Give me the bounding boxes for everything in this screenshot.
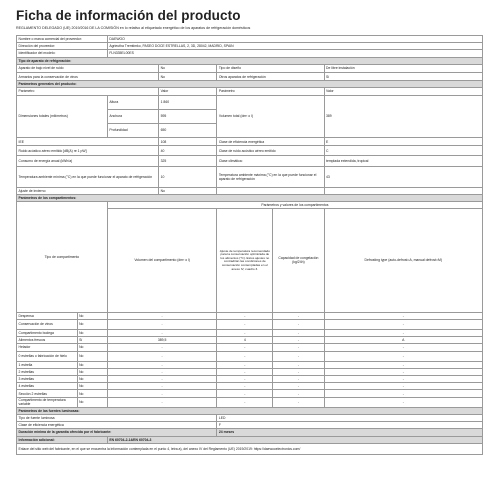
compartment-defrost: -: [324, 319, 482, 329]
compartment-present: No: [77, 397, 107, 407]
compartment-name: Alimentos frescos: [17, 337, 78, 344]
compartment-row: [17, 319, 483, 329]
compartment-name: 0 estrellas o fabricación de hielo: [17, 351, 78, 361]
param-label: Otros aparatos de refrigeración: [217, 72, 324, 80]
compartment-name: Conservación de vinos: [17, 319, 78, 329]
param-label: IEE: [17, 138, 159, 146]
compartment-temp: -: [217, 383, 273, 390]
compartment-temp: -: [217, 344, 273, 351]
column-header: Volumen del compartimento (dm³ o l): [107, 209, 217, 312]
param-label: Ajuste de invierno: [17, 187, 159, 194]
compartment-capacity: -: [273, 397, 324, 407]
param-value: De libre instalación: [324, 64, 482, 72]
compartment-present: No: [77, 351, 107, 361]
param-label: Consumo de energía anual (kWh/a): [17, 156, 159, 166]
compartment-defrost: -: [324, 361, 482, 368]
column-header: Defrosting type (auto-defrost=A, manual defrost=M): [324, 209, 482, 312]
section-header: [17, 57, 483, 64]
guarantee-label: Duración mínima de la garantía ofrecida por el fabricante:: [17, 429, 217, 436]
compartment-defrost: -: [324, 390, 482, 397]
compartment-temp: -: [217, 312, 273, 319]
compartment-name: 4 estrellas: [17, 383, 78, 390]
compartment-capacity: -: [273, 344, 324, 351]
compartment-defrost: A: [324, 337, 482, 344]
param-value: LED: [217, 415, 483, 422]
compartment-temp: -: [217, 361, 273, 368]
compartment-present: No: [77, 376, 107, 383]
param-label: Clase de eficiencia energética: [217, 138, 324, 146]
compartment-volume: -: [107, 390, 217, 397]
dimension-value: 650: [159, 123, 217, 137]
compartment-row: [17, 312, 483, 319]
compartment-volume: -: [107, 383, 217, 390]
compartment-present: Sí: [77, 337, 107, 344]
compartment-name: Despensa: [17, 312, 78, 319]
param-value: Sí: [324, 72, 482, 80]
info-value: Agrieutha Tremtimko, PASEO DOCE ESTRELLAS, 2, 3D, 28042, MADRID, SPAIN: [107, 43, 482, 50]
param-value: E: [324, 138, 482, 146]
compartment-temp: -: [217, 351, 273, 361]
guarantee-value: 24 meses: [217, 429, 483, 436]
compartment-name: 3 estrellas: [17, 376, 78, 383]
param-value: 108: [159, 138, 217, 146]
table-row: [17, 187, 483, 194]
regulation-intro: REGLAMENTO DELEGADO (UE) 2019/2016 DE LA COMISIÓN en lo relativo al etiquetado energético de los aparatos de refrigeración domésticos: [16, 26, 251, 30]
compartment-row: [17, 337, 483, 344]
compartment-volume: -: [107, 368, 217, 375]
compartment-row: [17, 368, 483, 375]
dimension-sub-label: Altura: [107, 95, 158, 109]
compartment-volume: -: [107, 344, 217, 351]
column-header: Valor: [324, 88, 482, 95]
compartment-temp: -: [217, 319, 273, 329]
param-label: Clase de ruido acústico aéreo emitido: [217, 146, 324, 156]
table-row: [17, 72, 483, 80]
compartment-row: [17, 390, 483, 397]
column-header: Parámetros y valores de los compartimentos: [107, 202, 482, 209]
info-label: Nombre o marca comercial del proveedor:: [17, 36, 108, 43]
additional-label: Información adicional:: [17, 436, 108, 443]
compartment-row: [17, 383, 483, 390]
compartment-row: [17, 376, 483, 383]
column-header: Valor: [159, 88, 217, 95]
compartment-present: No: [77, 368, 107, 375]
table-row: [17, 146, 483, 156]
param-value: templada extendida, tropical: [324, 156, 482, 166]
compartment-temp: -: [217, 376, 273, 383]
compartment-volume: -: [107, 319, 217, 329]
compartment-present: No: [77, 361, 107, 368]
compartment-name: 2 estrellas: [17, 368, 78, 375]
dimension-sub-label: Profundidad: [107, 123, 158, 137]
compartment-temp: -: [217, 397, 273, 407]
dimension-sub-label: Anchura: [107, 109, 158, 123]
compartment-capacity: -: [273, 368, 324, 375]
compartment-name: Sección 2 estrellas: [17, 390, 78, 397]
total-volume-label: Volumen total (dm³ o l): [217, 95, 324, 138]
param-value: No: [159, 187, 217, 194]
compartment-volume: -: [107, 361, 217, 368]
compartment-row: [17, 397, 483, 407]
compartment-present: No: [77, 319, 107, 329]
param-value: 325: [159, 156, 217, 166]
info-sheet-table: [16, 35, 483, 455]
info-row: [17, 50, 483, 57]
param-label: Temperatura ambiente mínima (°C) en la que puede funcionar el aparato de refrigeración: [17, 166, 159, 187]
compartment-capacity: -: [273, 390, 324, 397]
param-label: Clase climática:: [217, 156, 324, 166]
compartment-volume: -: [107, 376, 217, 383]
compartment-volume: -: [107, 351, 217, 361]
table-row: [17, 443, 483, 454]
compartment-name: Compartimento de temperatura variable: [17, 397, 78, 407]
param-label: Ruido acústico aéreo emitido [dB(A) re 1 pW]: [17, 146, 159, 156]
compartment-present: No: [77, 312, 107, 319]
param-label: Temperatura ambiente máxima (°C) en la que puede funcionar el aparato de refrigeración: [217, 166, 324, 187]
table-row: [17, 436, 483, 443]
compartment-row: [17, 329, 483, 336]
manufacturer-link-note: Enlace del sitio web del fabricante, en el que se encuentra la información contemplada en el punto 4, letra a), del anexo IV del Reglamento (UE) 2019/2019: https://daewooelectronics.com/: [17, 443, 483, 454]
compartment-temp: -: [217, 329, 273, 336]
compartment-volume: -: [107, 312, 217, 319]
section-title: Parámetros de las fuentes luminosas:: [17, 407, 483, 414]
compartment-present: No: [77, 383, 107, 390]
section-title: Parámetros generales del producto:: [17, 81, 483, 88]
param-value: C: [324, 146, 482, 156]
compartment-defrost: -: [324, 368, 482, 375]
table-row: [17, 166, 483, 187]
compartment-present: No: [77, 329, 107, 336]
compartment-defrost: -: [324, 344, 482, 351]
compartment-temp: -: [217, 368, 273, 375]
param-value: 40: [159, 146, 217, 156]
compartment-row: [17, 344, 483, 351]
info-label: Dirección del proveedor:: [17, 43, 108, 50]
info-value: FLN335EL00ES: [107, 50, 482, 57]
compartment-present: No: [77, 390, 107, 397]
compartment-defrost: -: [324, 351, 482, 361]
compartment-capacity: -: [273, 383, 324, 390]
compartment-temp: -: [217, 390, 273, 397]
compartment-capacity: -: [273, 312, 324, 319]
compartment-name: Helador: [17, 344, 78, 351]
compartment-row: [17, 361, 483, 368]
compartment-capacity: -: [273, 329, 324, 336]
compartment-volume: 389,5: [107, 337, 217, 344]
param-label: Tipo de diseño: [217, 64, 324, 72]
param-value: 43: [324, 166, 482, 187]
table-row: [17, 88, 483, 95]
compartment-capacity: -: [273, 319, 324, 329]
compartment-capacity: -: [273, 351, 324, 361]
info-label: Identificador del modelo:: [17, 50, 108, 57]
param-label: [217, 187, 324, 194]
dimension-value: 595: [159, 109, 217, 123]
compartment-defrost: -: [324, 383, 482, 390]
compartment-defrost: -: [324, 312, 482, 319]
compartment-defrost: -: [324, 397, 482, 407]
param-label: Clase de eficiencia energética: [17, 422, 217, 429]
compartment-capacity: -: [273, 337, 324, 344]
param-label: Aparato de bajo nivel de ruido: [17, 64, 159, 72]
compartment-temp: 4: [217, 337, 273, 344]
column-header: Parámetro: [217, 88, 324, 95]
table-row: [17, 415, 483, 422]
compartment-defrost: -: [324, 376, 482, 383]
section-header: [17, 81, 483, 88]
param-value: F: [217, 422, 483, 429]
param-label: Tipo de fuente luminosa: [17, 415, 217, 422]
compartment-capacity: -: [273, 361, 324, 368]
param-value: No: [159, 72, 217, 80]
compartment-name: 1 estrella: [17, 361, 78, 368]
dimension-value: 1 860: [159, 95, 217, 109]
param-label: Armarios para la conservación de vinos: [17, 72, 159, 80]
table-row: [17, 64, 483, 72]
param-value: No: [159, 64, 217, 72]
info-row: [17, 43, 483, 50]
compartment-row: [17, 351, 483, 361]
column-header: Ajuste de temperatura recomendado para la conservación optimizada de los alimentos (°C). Estos ajustes no contradirán las condiciones de conservación contempladas en el anexo IV, cuadro 3.: [217, 209, 273, 312]
page-title: Ficha de información del producto: [16, 8, 241, 23]
section-title: Tipo de aparato de refrigeración:: [17, 57, 483, 64]
table-row: [17, 202, 483, 209]
table-row: [17, 156, 483, 166]
dimensions-label: Dimensiones totales (milímetros): [17, 95, 108, 138]
table-row: [17, 95, 483, 109]
compartment-volume: -: [107, 329, 217, 336]
param-value: 10: [159, 166, 217, 187]
param-value: [324, 187, 482, 194]
section-header: [17, 195, 483, 202]
section-title: Parámetros de los compartimentos:: [17, 195, 483, 202]
compartment-present: No: [77, 344, 107, 351]
column-header: Capacidad de congelación (kg/24h): [273, 209, 324, 312]
section-header: [17, 407, 483, 414]
column-header: Parámetro: [17, 88, 159, 95]
compartment-name: Compartimento bodega: [17, 329, 78, 336]
table-row: [17, 138, 483, 146]
compartment-defrost: -: [324, 329, 482, 336]
compartment-volume: -: [107, 397, 217, 407]
total-volume-value: 389: [324, 95, 482, 138]
additional-value: EN 60704-2-14/EN 60704-3: [107, 436, 482, 443]
compartment-capacity: -: [273, 376, 324, 383]
table-row: [17, 429, 483, 436]
info-row: [17, 36, 483, 43]
column-header: Tipo de compartimento: [17, 202, 108, 312]
info-value: DAEWOO: [107, 36, 482, 43]
table-row: [17, 422, 483, 429]
